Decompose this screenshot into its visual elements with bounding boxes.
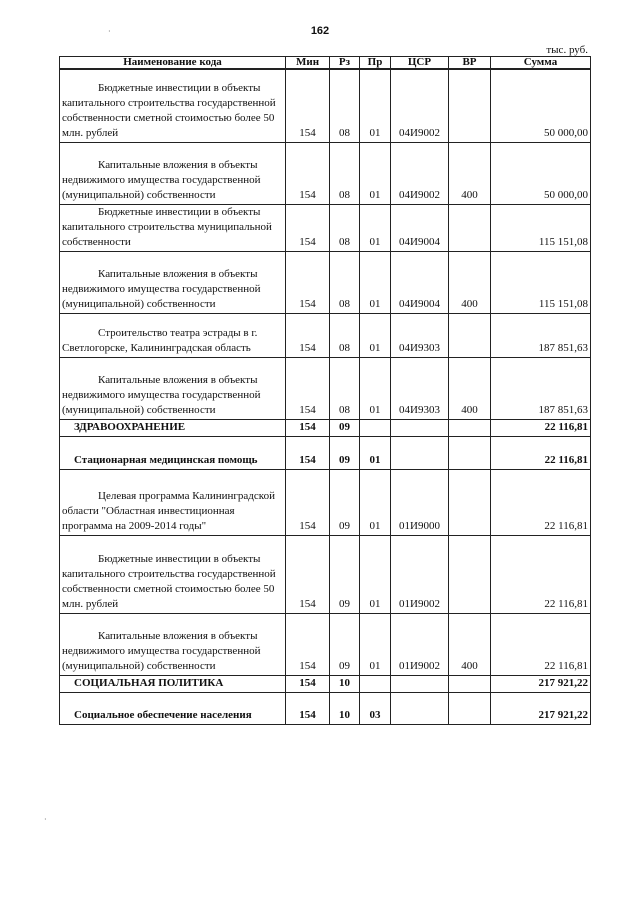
row-pr: 01 (360, 436, 391, 469)
table-row (60, 69, 591, 142)
row-csr: 04И9002 (391, 142, 449, 204)
row-name: Капитальные вложения в объекты недвижимого имущества государственной (муниципальной) собственности (62, 158, 261, 201)
row-name: Капитальные вложения в объекты недвижимого имущества государственной (муниципальной) собственности (62, 267, 261, 310)
row-sum: 22 116,81 (491, 469, 591, 535)
row-min: 154 (286, 142, 330, 204)
row-csr: 01И9002 (391, 613, 449, 675)
row-pr: 03 (360, 692, 391, 724)
row-name: Социальное обеспечение населения (74, 708, 252, 721)
budget-table (59, 56, 591, 725)
row-csr: 04И9002 (391, 69, 449, 142)
row-rz: 08 (330, 142, 360, 204)
row-vr (449, 469, 491, 535)
row-min: 154 (286, 313, 330, 357)
row-min: 154 (286, 357, 330, 419)
row-sum: 187 851,63 (491, 313, 591, 357)
row-rz: 08 (330, 251, 360, 313)
row-rz: 09 (330, 613, 360, 675)
row-vr: 400 (449, 613, 491, 675)
row-pr: 01 (360, 469, 391, 535)
header-pr: Пр (360, 57, 391, 70)
row-name: СОЦИАЛЬНАЯ ПОЛИТИКА (74, 676, 224, 689)
table-row (60, 142, 591, 204)
header-rz: Рз (330, 57, 360, 70)
header-name: Наименование кода (60, 57, 286, 70)
header-vr: ВР (449, 57, 491, 70)
row-pr: 01 (360, 204, 391, 251)
row-rz: 10 (330, 692, 360, 724)
row-pr: 01 (360, 535, 391, 613)
table-row (60, 204, 591, 251)
table-row (60, 419, 591, 436)
row-sum: 50 000,00 (491, 69, 591, 142)
table-row (60, 675, 591, 692)
row-sum: 217 921,22 (491, 675, 591, 692)
row-rz: 08 (330, 204, 360, 251)
row-csr (391, 692, 449, 724)
table-row (60, 313, 591, 357)
row-name: Целевая программа Калининградской области "Областная инвестиционная программа на 2009-2014 годы" (62, 489, 275, 532)
row-rz: 09 (330, 535, 360, 613)
row-name: Бюджетные инвестиции в объекты капитального строительства государственной собственности сметной стоимостью более 50 млн. рублей (62, 552, 276, 610)
row-csr: 04И9303 (391, 313, 449, 357)
row-name: Строительство театра эстрады в г. Светлогорске, Калининградская область (62, 326, 258, 354)
row-sum: 22 116,81 (491, 535, 591, 613)
row-rz: 08 (330, 313, 360, 357)
row-vr (449, 69, 491, 142)
table-row (60, 357, 591, 419)
header-min: Мин (286, 57, 330, 70)
row-vr: 400 (449, 357, 491, 419)
row-sum: 22 116,81 (491, 419, 591, 436)
row-name: Бюджетные инвестиции в объекты капитального строительства муниципальной собственности (62, 205, 272, 248)
row-sum: 50 000,00 (491, 142, 591, 204)
row-csr: 04И9004 (391, 251, 449, 313)
row-min: 154 (286, 692, 330, 724)
header-csr: ЦСР (391, 57, 449, 70)
row-sum: 115 151,08 (491, 251, 591, 313)
row-rz: 08 (330, 357, 360, 419)
row-vr (449, 419, 491, 436)
row-vr (449, 313, 491, 357)
row-min: 154 (286, 675, 330, 692)
row-rz: 09 (330, 436, 360, 469)
row-csr: 04И9303 (391, 357, 449, 419)
row-sum: 115 151,08 (491, 204, 591, 251)
row-csr (391, 675, 449, 692)
row-sum: 22 116,81 (491, 613, 591, 675)
row-sum: 22 116,81 (491, 436, 591, 469)
row-vr (449, 535, 491, 613)
row-min: 154 (286, 613, 330, 675)
row-pr: 01 (360, 69, 391, 142)
row-sum: 187 851,63 (491, 357, 591, 419)
row-pr: 01 (360, 613, 391, 675)
row-pr: 01 (360, 357, 391, 419)
row-csr: 04И9004 (391, 204, 449, 251)
row-vr (449, 692, 491, 724)
row-vr (449, 436, 491, 469)
table-row (60, 251, 591, 313)
units-label: тыс. руб. (546, 44, 588, 56)
table-row (60, 535, 591, 613)
row-min: 154 (286, 69, 330, 142)
table-header-row (60, 57, 591, 70)
table-row (60, 692, 591, 724)
table-row (60, 436, 591, 469)
row-pr: 01 (360, 251, 391, 313)
row-vr (449, 675, 491, 692)
row-pr: 01 (360, 142, 391, 204)
row-vr: 400 (449, 142, 491, 204)
row-name: Капитальные вложения в объекты недвижимого имущества государственной (муниципальной) собственности (62, 373, 261, 416)
row-sum: 217 921,22 (491, 692, 591, 724)
scan-speck: · (108, 27, 111, 36)
row-min: 154 (286, 419, 330, 436)
row-min: 154 (286, 436, 330, 469)
row-rz: 09 (330, 469, 360, 535)
row-vr (449, 204, 491, 251)
row-vr: 400 (449, 251, 491, 313)
row-csr (391, 419, 449, 436)
row-min: 154 (286, 535, 330, 613)
row-name: Капитальные вложения в объекты недвижимого имущества государственной (муниципальной) собственности (62, 629, 261, 672)
row-rz: 10 (330, 675, 360, 692)
row-name: Бюджетные инвестиции в объекты капитального строительства государственной собственности сметной стоимостью более 50 млн. рублей (62, 81, 276, 139)
page-number: 162 (310, 25, 330, 37)
row-min: 154 (286, 469, 330, 535)
row-pr: 01 (360, 313, 391, 357)
table-row (60, 613, 591, 675)
row-name: ЗДРАВООХРАНЕНИЕ (74, 420, 186, 433)
row-rz: 09 (330, 419, 360, 436)
row-csr: 01И9002 (391, 535, 449, 613)
row-pr (360, 675, 391, 692)
row-min: 154 (286, 204, 330, 251)
row-min: 154 (286, 251, 330, 313)
row-pr (360, 419, 391, 436)
row-name: Стационарная медицинская помощь (74, 453, 258, 466)
row-csr (391, 436, 449, 469)
header-sum: Сумма (491, 57, 591, 70)
row-csr: 01И9000 (391, 469, 449, 535)
scan-speck: · (44, 815, 47, 824)
table-row (60, 469, 591, 535)
row-rz: 08 (330, 69, 360, 142)
